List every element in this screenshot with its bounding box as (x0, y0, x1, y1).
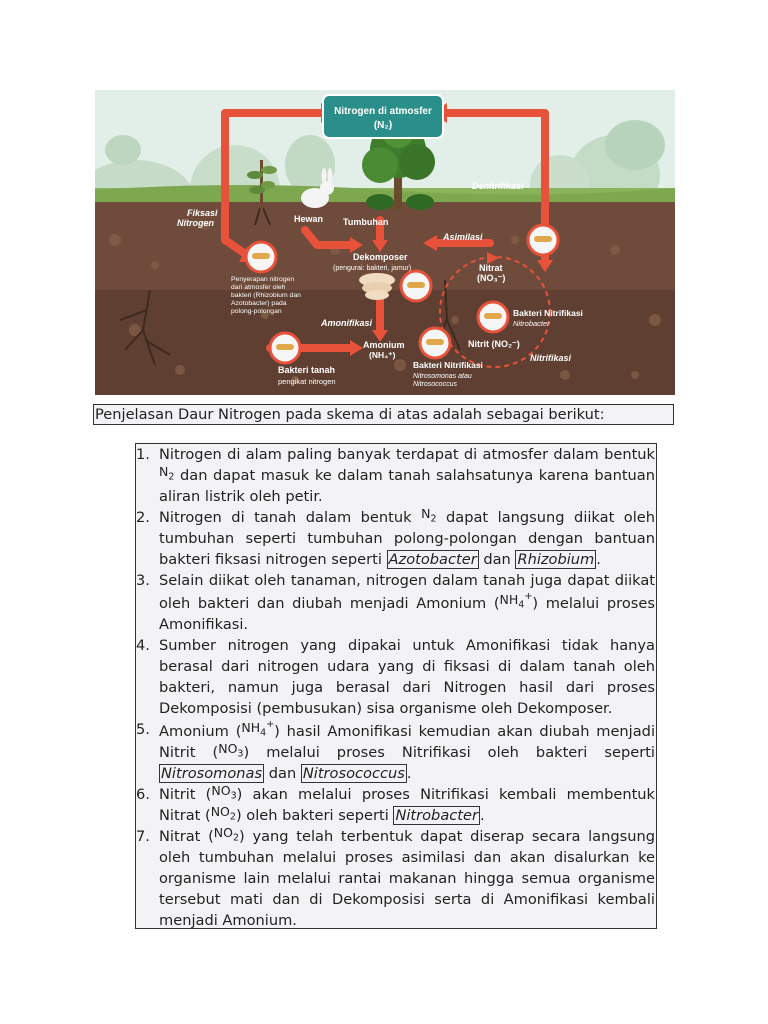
chem-formula: $NO_2$ (210, 804, 236, 823)
asimilasi-label: Asimilasi (443, 232, 483, 242)
penyerapan-label-4: Azotobacter) pada (231, 300, 287, 307)
bakteri-nitrifikasi-bottom: Bakteri Nitrifikasi (413, 360, 483, 370)
chem-formula: $NH_4^+$ (241, 719, 275, 739)
species-nitrosomonas: Nitrosomonas (161, 765, 263, 783)
penyerapan-label-2: dari atmosfer oleh (231, 284, 286, 291)
chem-formula: $N_2$ (159, 464, 175, 483)
list-item: 3. Selain diikat oleh tanaman, nitrogen dalam tanah juga dapat diikat oleh bakteri dan diubah menjadi Amonium $(NH_4^+)$ melalui proses Amonifikasi. (136, 572, 655, 634)
penyerapan-label-5: polong-polongan (231, 308, 282, 315)
chem-formula: $N_2$ (421, 506, 437, 525)
chem-formula: $NO_2$ (213, 825, 240, 844)
bacteria-icon (528, 225, 558, 255)
nitrat-label: Nitrat (479, 263, 503, 273)
bacteria-icon (401, 271, 431, 301)
nitrat-formula: (NO₃⁻) (477, 273, 506, 283)
amonium-formula: (NH₄⁺) (369, 350, 396, 360)
list-item: 5. Amonium $(NH_4^+)$ hasil Amonifikasi kemudian akan diubah menjadi Nitrit $(NO_3)$ melalui proses Nitrifikasi oleh bakteri seperti Nitrosomonas dan Nitrosococcus . (136, 719, 655, 783)
bacteria-icon (478, 302, 508, 332)
penyerapan-label-3: bakteri (Rhizobium dan (231, 292, 301, 299)
atmosphere-formula: (N₂) (373, 120, 393, 131)
fiksasi-label: Fiksasi (187, 208, 218, 218)
amonifikasi-label: Amonifikasi (321, 318, 373, 328)
fiksasi-label-2: Nitrogen (177, 218, 214, 228)
species-rhizobium: Rhizobium (517, 551, 595, 568)
bacteria-icon (270, 333, 300, 363)
bakteri-tanah-label: Bakteri tanah (278, 365, 336, 375)
explanation-list (136, 444, 656, 931)
dekomposer-label: Dekomposer (353, 252, 408, 262)
list-item: 1. Nitrogen di alam paling banyak terdapat di atmosfer dalam bentuk $N_2$ dan dapat masuk ke dalam tanah salahsatunya karena bantuan aliran listrik oleh petir. (136, 446, 655, 505)
denitrifikasi-label: Denitrifikasi (472, 181, 524, 191)
chem-formula: $NO_3$ (211, 783, 237, 802)
chem-formula: $NH_4^+$ (499, 591, 533, 611)
pengurai-label: (pengurai: bakteri, jamur) (333, 265, 412, 272)
penyerapan-label-1: Penyerapan nitrogen (231, 276, 295, 283)
nitrosococcus-label: Nitrosococcus (413, 381, 457, 388)
bacteria-icon (246, 242, 276, 272)
explanation-list-box (135, 443, 657, 929)
intro-text: Penjelasan Daur Nitrogen pada skema di atas adalah sebagai berikut: (93, 404, 674, 425)
species-azotobacter: Azotobacter (388, 551, 477, 568)
list-item: 7. Nitrat $(NO_2)$ yang telah terbentuk dapat diserap secara langsung oleh tumbuhan melalui proses asimilasi dan akan disalurkan ke organisme lain melalui rantai makanan hingga semua organisme tersebut mati dan di Dekomposisi serta di Amonifikasi kembali menjadi Amonium. (136, 825, 655, 930)
nitrit-label: Nitrit (NO₂⁻) (468, 339, 520, 349)
species-nitrosococcus: Nitrosococcus (302, 765, 405, 783)
list-item: 6. Nitrit $(NO_3)$ akan melalui proses Nitrifikasi kembali membentuk Nitrat $(NO_2)$ oleh bakteri seperti Nitrobacter . (136, 783, 655, 825)
nitrifikasi-label: Nitrifikasi (530, 353, 572, 363)
nitrosomonas-label: Nitrosomonas atau (413, 373, 472, 380)
list-item: 2. Nitrogen di tanah dalam bentuk $N_2$ dapat langsung diikat oleh tumbuhan seperti tumbuhan polong-polongan dengan bantuan bakteri fiksasi nitrogen seperti Azotobacter dan Rhizobium . (136, 506, 656, 568)
atmosphere-title: Nitrogen di atmosfer (334, 106, 432, 117)
chem-formula: $NO_3$ (218, 741, 244, 760)
nitrogen-cycle-diagram (95, 90, 675, 395)
tumbuhan-label: Tumbuhan (343, 217, 389, 227)
hewan-label: Hewan (294, 214, 324, 224)
nitrobacter-label: Nitrobacter (513, 319, 550, 328)
pengikat-nitrogen-label: pengikat nitrogen (278, 377, 336, 386)
species-nitrobacter: Nitrobacter (395, 807, 478, 825)
bakteri-nitrifikasi-right: Bakteri Nitrifikasi (513, 308, 583, 318)
list-item: 4. Sumber nitrogen yang dipakai untuk Amonifikasi tidak hanya berasal dari nitrogen udara yang di fiksasi di dalam tanah oleh bakteri, namun juga berasal dari Nitrogen hasil dari proses Dekomposisi (pembusukan) sisa organisme oleh Dekomposer. (136, 637, 655, 718)
amonium-label: Amonium (363, 340, 405, 350)
bacteria-icon (420, 328, 450, 358)
